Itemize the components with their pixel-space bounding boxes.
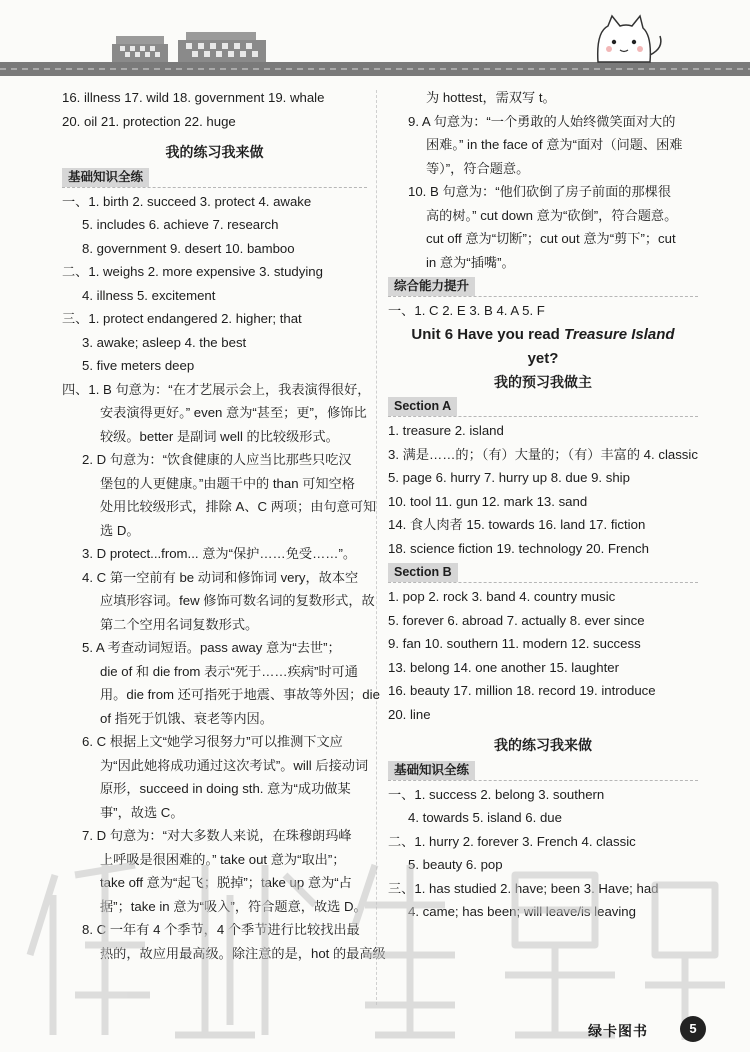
answer-line: 高的树。” cut down 意为“砍倒”，符合题意。	[426, 207, 678, 223]
answer-line: 四、1. B 句意为：“在才艺展示会上，我表演得很好，	[62, 381, 371, 397]
answer-line: 据”；take in 意为“吸入”，符合题意，故选 D。	[100, 898, 367, 914]
answer-line: 事”，故选 C。	[100, 804, 184, 820]
section-badge	[388, 394, 698, 419]
answer-line: 二、1. weighs 2. more expensive 3. studying	[62, 264, 323, 279]
spacer	[388, 726, 698, 734]
section-badge	[388, 274, 698, 299]
answer-line: 5. A 考查动词短语。pass away 意为“去世”；	[82, 640, 341, 655]
answer-line: 原形，succeed in doing sth. 意为“成功做某	[100, 781, 351, 796]
answer-line: 9. fan 10. southern 11. modern 12. success	[388, 636, 641, 651]
answer-line: 13. belong 14. one another 15. laughter	[388, 659, 619, 675]
section-title: 我的练习我来做	[494, 737, 592, 753]
answer-line: 第二个空用名词复数形式。	[100, 616, 259, 632]
column-divider	[376, 90, 377, 1005]
answer-line: 4. towards 5. island 6. due	[408, 810, 562, 825]
answer-line: 20. oil 21. protection 22. huge	[62, 113, 236, 129]
answer-line: 2. D 句意为：“饮食健康的人应当比那些只吃汉	[82, 452, 352, 467]
section-title: 我的练习我来做	[165, 144, 264, 160]
answer-line: 较级。better 是副词 well 的比较级形式。	[100, 428, 339, 444]
answer-line: 为 hottest，需双写 t。	[426, 90, 556, 105]
answer-line: 三、1. protect endangered 2. higher; that	[62, 311, 302, 326]
answer-line: 9. A 句意为：“一个勇敢的人始终微笑面对大的	[408, 113, 676, 129]
right-column	[388, 86, 698, 924]
answer-line: 为“因此她将成功通过这次考试”。will 后接动词	[100, 757, 369, 773]
answer-line: 困难。” in the face of 意为“面对（问题、困难	[426, 137, 683, 152]
answer-line: 等）”，符合题意。	[426, 160, 530, 176]
answer-line: 5. five meters deep	[82, 358, 195, 373]
answer-line: 选 D。	[100, 522, 140, 538]
answer-line: 3. awake; asleep 4. the best	[82, 334, 247, 350]
section-badge	[388, 758, 698, 783]
answer-line: of 指死于饥饿、衰老等内因。	[100, 710, 273, 726]
answer-line: 堡包的人更健康。”由题干中的 than 可知空格	[100, 475, 355, 491]
unit-title-book: Treasure Island	[563, 325, 675, 343]
section-badge-label: 基础知识全练	[388, 761, 475, 780]
answer-line: 热的，故应用最高级。除注意的是，hot 的最高级	[100, 945, 386, 961]
checkered-house-left-icon	[112, 36, 168, 62]
checkered-house-right-icon	[178, 32, 266, 62]
section-badge	[388, 560, 698, 585]
answer-line: 14. 食人肉者 15. towards 16. land 17. fiction	[388, 517, 646, 532]
unit-title-continued: yet?	[527, 349, 559, 367]
answer-line: 16. beauty 17. million 18. record 19. introduce	[388, 683, 656, 698]
unit-title	[388, 323, 698, 347]
answer-line: 处用比较级形式，排除 A、C 两项；由句意可知	[100, 499, 377, 514]
answer-line: 三、1. has studied 2. have; been 3. Have; had	[388, 880, 659, 896]
page-number: 5	[680, 1016, 706, 1042]
answer-line: 上呼吸是很困难的。” take out 意为“取出”；	[100, 851, 346, 867]
answer-line: 10. B 句意为：“他们砍倒了房子前面的那棵很	[408, 184, 672, 199]
answer-line: 5. forever 6. abroad 7. actually 8. ever since	[388, 612, 645, 628]
answer-line: cut off 意为“切断”；cut out 意为“剪下”；cut	[426, 231, 676, 246]
answer-line: 10. tool 11. gun 12. mark 13. sand	[388, 493, 588, 509]
answer-line: 16. illness 17. wild 18. government 19. whale	[62, 90, 325, 105]
answer-line: 7. D 句意为：“对大多数人来说，在珠穆朗玛峰	[82, 828, 352, 843]
answer-line: 安表演得更好。” even 意为“甚至；更”，修饰比	[100, 405, 367, 420]
unit-title-text: Unit 6 Have you read	[411, 325, 564, 343]
answer-line: 一、1. C 2. E 3. B 4. A 5. F	[388, 303, 545, 318]
answer-line: 用。die from 还可指死于地震、事故等外因；die	[100, 687, 380, 702]
answer-line: 4. C 第一空前有 be 动词和修饰词 very，故本空	[82, 569, 359, 585]
header-decoration	[0, 0, 750, 86]
answer-line: 8. government 9. desert 10. bamboo	[82, 240, 295, 256]
section-badge	[62, 165, 367, 190]
answer-line: 1. pop 2. rock 3. band 4. country music	[388, 589, 616, 604]
answer-line: die of 和 die from 表示“死于……疾病”时可通	[100, 663, 358, 679]
answer-line: 3. 满是……的；（有）大量的；（有）丰富的 4. classic	[388, 446, 698, 462]
answer-line: 6. C 根据上文“她学习很努力”可以推测下文应	[82, 734, 343, 749]
answer-line: 18. science fiction 19. technology 20. French	[388, 540, 649, 556]
cartoon-cat-icon	[598, 16, 661, 62]
answer-line: 一、1. success 2. belong 3. southern	[388, 786, 605, 802]
answer-line: 应填形容词。few 修饰可数名词的复数形式，故	[100, 593, 375, 608]
section-badge-label: Section A	[388, 397, 457, 416]
answer-line: 5. includes 6. achieve 7. research	[82, 217, 279, 232]
answer-line: 1. treasure 2. island	[388, 423, 504, 438]
publisher-logo-text: 绿卡图书	[588, 1023, 648, 1039]
left-column	[62, 86, 386, 965]
section-badge-label: 综合能力提升	[388, 277, 475, 296]
answer-line: 二、1. hurry 2. forever 3. French 4. classic	[388, 833, 636, 849]
section-badge-label: Section B	[388, 563, 458, 582]
spacer	[62, 133, 367, 141]
answer-line: 4. illness 5. excitement	[82, 287, 216, 303]
answer-line: 4. came; has been; will leave/is leaving	[408, 904, 636, 919]
answer-line: 8. C 一年有 4 个季节，4 个季节进行比较找出最	[82, 922, 360, 937]
section-badge-label: 基础知识全练	[62, 168, 149, 187]
answer-line: take off 意为“起飞；脱掉”；take up 意为“占	[100, 875, 352, 890]
answer-line: 5. beauty 6. pop	[408, 857, 503, 872]
answer-line: 20. line	[388, 706, 431, 722]
answer-line: 3. D protect...from... 意为“保护……免受……”。	[82, 546, 357, 561]
answer-line: in 意为“插嘴”。	[426, 254, 515, 270]
answer-line: 一、1. birth 2. succeed 3. protect 4. awake	[62, 193, 312, 209]
answer-line: 5. page 6. hurry 7. hurry up 8. due 9. ship	[388, 470, 630, 485]
section-title: 我的预习我做主	[494, 373, 592, 390]
